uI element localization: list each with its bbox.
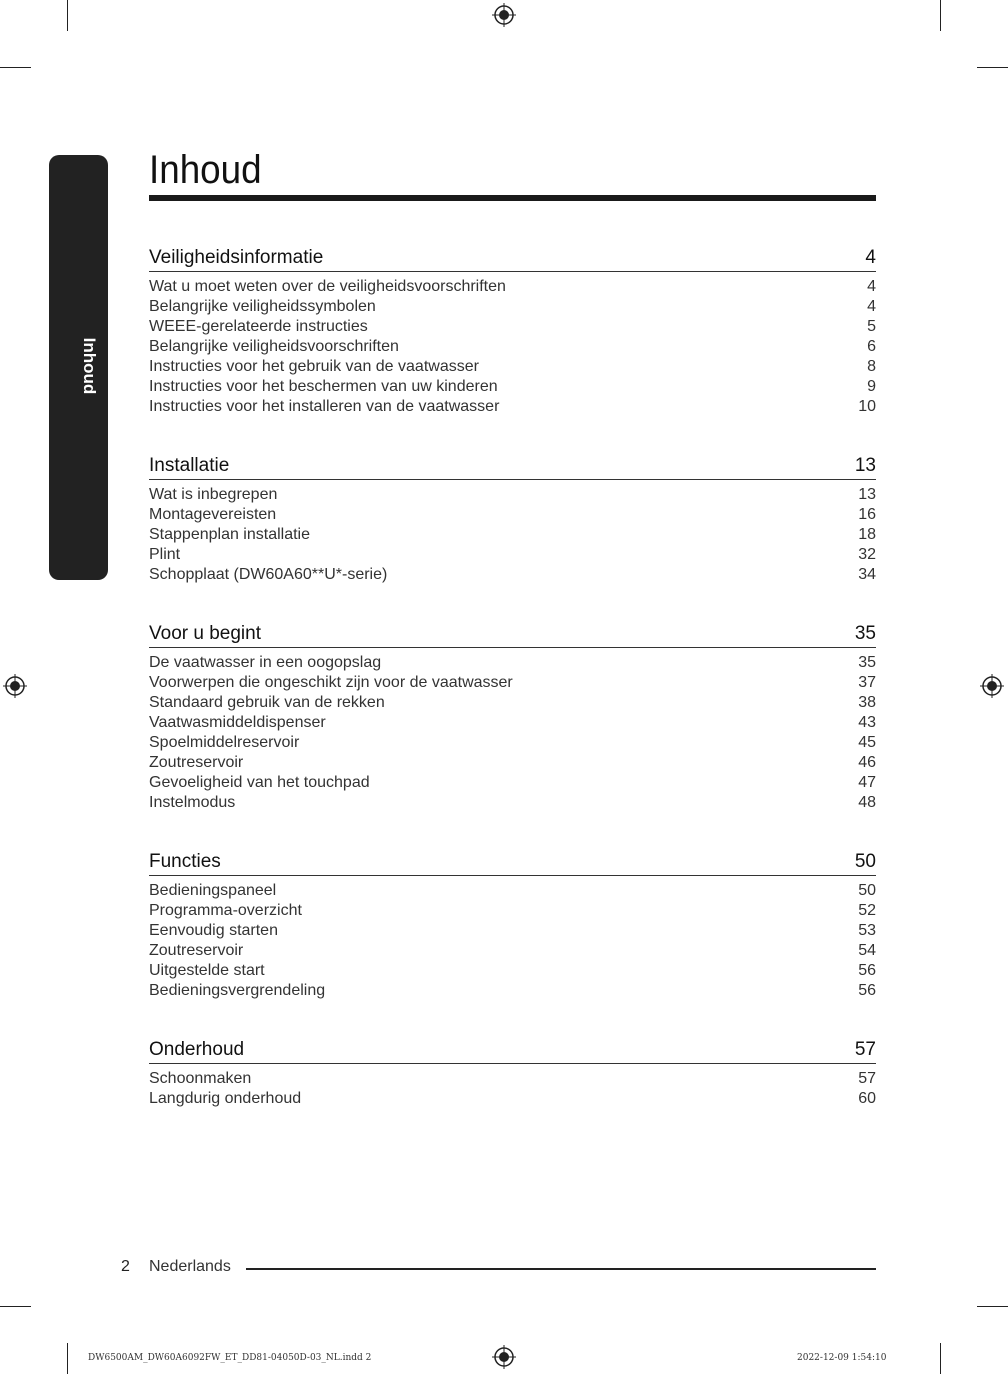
toc-item-page: 43 [858, 714, 876, 731]
toc-section-title: Veiligheidsinformatie [149, 247, 324, 268]
registration-mark-icon [492, 1345, 516, 1369]
toc-item-label: De vaatwasser in een oogopslag [149, 654, 382, 671]
toc-item-label: Vaatwasmiddeldispenser [149, 714, 326, 731]
toc-item-page: 56 [858, 982, 876, 999]
toc-section [149, 454, 876, 585]
crop-mark [0, 67, 31, 68]
toc-item[interactable] [149, 277, 876, 297]
toc-item-list [149, 485, 876, 585]
toc-item-page: 4 [867, 298, 876, 315]
toc-item-label: Gevoeligheid van het touchpad [149, 774, 370, 791]
toc-section-heading[interactable] [149, 622, 876, 648]
toc-item-page: 37 [858, 674, 876, 691]
toc-item-list [149, 277, 876, 417]
toc-item-label: Uitgestelde start [149, 962, 265, 979]
toc-item-page: 47 [858, 774, 876, 791]
registration-mark-icon [3, 674, 27, 698]
crop-mark [67, 1343, 68, 1374]
toc-section-page: 35 [854, 623, 876, 644]
toc-item-label: Stappenplan installatie [149, 526, 311, 543]
toc-item-label: Wat is inbegrepen [149, 486, 278, 503]
toc-item[interactable] [149, 753, 876, 773]
toc-item-label: Montagevereisten [149, 506, 277, 523]
toc-item-page: 18 [858, 526, 876, 543]
toc-item[interactable] [149, 545, 876, 565]
toc-item-page: 46 [858, 754, 876, 771]
toc-section-page: 4 [865, 247, 876, 268]
toc-item-page: 48 [858, 794, 876, 811]
toc-item-label: Eenvoudig starten [149, 922, 278, 939]
toc-item[interactable] [149, 317, 876, 337]
toc-item-page: 60 [858, 1090, 876, 1107]
toc-item[interactable] [149, 693, 876, 713]
toc-item[interactable] [149, 485, 876, 505]
crop-mark [0, 1306, 31, 1307]
toc-item[interactable] [149, 921, 876, 941]
toc-item-page: 5 [867, 318, 876, 335]
toc-section-heading[interactable] [149, 850, 876, 876]
toc-section-title: Onderhoud [149, 1039, 245, 1060]
toc-item-page: 54 [858, 942, 876, 959]
toc-item[interactable] [149, 793, 876, 813]
toc-item[interactable] [149, 733, 876, 753]
crop-mark [67, 0, 68, 31]
toc-item[interactable] [149, 397, 876, 417]
toc-item[interactable] [149, 1089, 876, 1109]
toc-item-label: Standaard gebruik van de rekken [149, 694, 385, 711]
toc-section-page: 57 [854, 1039, 876, 1060]
crop-mark [940, 1343, 941, 1374]
side-tab-label: Inhoud [80, 337, 99, 395]
toc-item-page: 53 [858, 922, 876, 939]
toc-item-page: 4 [867, 278, 876, 295]
toc-item-page: 32 [858, 546, 876, 563]
toc-item-page: 16 [858, 506, 876, 523]
toc-item[interactable] [149, 337, 876, 357]
toc-item-label: Belangrijke veiligheidsvoorschriften [149, 338, 399, 355]
toc-item[interactable] [149, 773, 876, 793]
toc-item-page: 8 [867, 358, 876, 375]
toc-item[interactable] [149, 881, 876, 901]
toc-item[interactable] [149, 505, 876, 525]
toc-item-label: Zoutreservoir [149, 942, 244, 959]
toc-item-label: Plint [149, 546, 181, 563]
toc-item-label: Instructies voor het installeren van de vaatwasser [149, 398, 500, 415]
toc-item-page: 45 [858, 734, 876, 751]
toc-item[interactable] [149, 653, 876, 673]
toc-section-page: 13 [854, 455, 876, 476]
toc-item-page: 34 [858, 566, 876, 583]
toc-section-heading[interactable] [149, 454, 876, 480]
toc-item[interactable] [149, 297, 876, 317]
toc-item[interactable] [149, 901, 876, 921]
toc-item-label: Voorwerpen die ongeschikt zijn voor de vaatwasser [149, 674, 513, 691]
toc-item-label: WEEE-gerelateerde instructies [149, 318, 368, 335]
toc-item-page: 10 [858, 398, 876, 415]
toc-item[interactable] [149, 1069, 876, 1089]
toc-item-list [149, 881, 876, 1001]
toc-item-page: 50 [858, 882, 876, 899]
toc-item-label: Zoutreservoir [149, 754, 244, 771]
toc-item-label: Schoonmaken [149, 1070, 252, 1087]
toc-item-page: 35 [858, 654, 876, 671]
toc-item-label: Belangrijke veiligheidssymbolen [149, 298, 376, 315]
toc-item[interactable] [149, 673, 876, 693]
toc-section [149, 1038, 876, 1109]
toc-item-list [149, 1069, 876, 1109]
crop-mark [977, 67, 1008, 68]
toc-item[interactable] [149, 377, 876, 397]
registration-mark-icon [980, 674, 1004, 698]
toc-item-label: Spoelmiddelreservoir [149, 734, 300, 751]
footer-rule [246, 1268, 876, 1270]
toc-item[interactable] [149, 357, 876, 377]
toc-item[interactable] [149, 565, 876, 585]
table-of-contents [149, 246, 876, 1146]
toc-item-page: 56 [858, 962, 876, 979]
toc-item-page: 57 [858, 1070, 876, 1087]
toc-item-label: Bedieningspaneel [149, 882, 277, 899]
page-title: Inhoud [149, 148, 262, 192]
toc-item[interactable] [149, 981, 876, 1001]
toc-item[interactable] [149, 941, 876, 961]
toc-item[interactable] [149, 525, 876, 545]
crop-mark [940, 0, 941, 31]
toc-section-heading[interactable] [149, 1038, 876, 1064]
page-number: 2 [121, 1258, 130, 1275]
toc-section [149, 622, 876, 813]
toc-item-label: Schopplaat (DW60A60**U*-serie) [149, 566, 388, 583]
toc-item-label: Bedieningsvergrendeling [149, 982, 326, 999]
toc-section [149, 850, 876, 1001]
toc-item-label: Instructies voor het gebruik van de vaatwasser [149, 358, 479, 375]
slug-filename: DW6500AM_DW60A6092FW_ET_DD81-04050D-03_NL.indd 2 [88, 1353, 372, 1363]
toc-section [149, 246, 876, 417]
toc-section-title: Voor u begint [149, 623, 261, 644]
toc-section-title: Functies [149, 851, 221, 872]
title-rule [149, 195, 876, 201]
toc-item-page: 6 [867, 338, 876, 355]
slug-timestamp: 2022-12-09 1:54:10 [797, 1353, 887, 1363]
toc-section-title: Installatie [149, 455, 230, 476]
toc-item-label: Programma-overzicht [149, 902, 302, 919]
toc-item-list [149, 653, 876, 813]
toc-item-label: Instelmodus [149, 794, 236, 811]
toc-section-heading[interactable] [149, 246, 876, 272]
registration-mark-icon [492, 3, 516, 27]
footer-language: Nederlands [149, 1258, 231, 1275]
toc-item[interactable] [149, 713, 876, 733]
toc-item-label: Instructies voor het beschermen van uw kinderen [149, 378, 498, 395]
toc-item-label: Langdurig onderhoud [149, 1090, 302, 1107]
toc-item-page: 52 [858, 902, 876, 919]
toc-item-page: 13 [858, 486, 876, 503]
toc-item-label: Wat u moet weten over de veiligheidsvoorschriften [149, 278, 506, 295]
toc-item-page: 38 [858, 694, 876, 711]
toc-item-page: 9 [867, 378, 876, 395]
toc-section-page: 50 [854, 851, 876, 872]
toc-item[interactable] [149, 961, 876, 981]
crop-mark [977, 1306, 1008, 1307]
